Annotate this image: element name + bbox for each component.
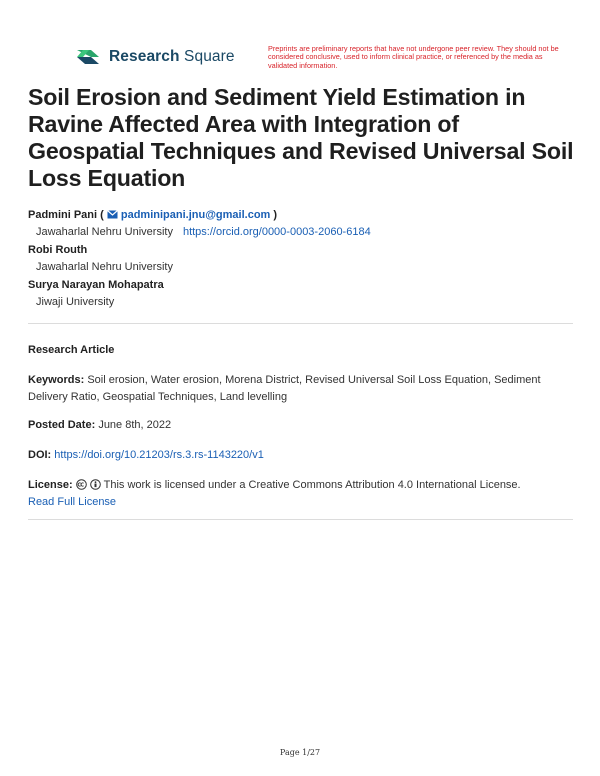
keywords-label: Keywords: (28, 374, 85, 386)
article-type: Research Article (28, 344, 115, 356)
author-entry (28, 276, 578, 311)
divider (28, 323, 573, 324)
posted-date-label: Posted Date: (28, 419, 96, 431)
mail-icon (107, 210, 118, 219)
read-full-license-link[interactable]: Read Full License (28, 496, 117, 508)
doi-link[interactable]: https://doi.org/10.21203/rs.3.rs-1143220/v1 (54, 449, 264, 461)
divider (28, 519, 573, 520)
keywords-section (28, 372, 573, 406)
license-section (28, 477, 573, 511)
author-entry (28, 241, 578, 276)
author-name: Robi Routh (28, 244, 88, 256)
doi-section (28, 447, 573, 464)
page-number: Page 1/27 (279, 748, 321, 757)
creative-commons-icon (76, 479, 87, 490)
keywords-text: Soil erosion, Water erosion, Morena District, Revised Universal Soil Loss Equation, Sediment Delivery Ratio, Geospatial Techniques, Land levelling (28, 374, 541, 403)
author-name: Surya Narayan Mohapatra (28, 279, 164, 291)
license-label: License: (28, 479, 73, 491)
research-square-logo-icon (75, 46, 101, 68)
author-entry (28, 206, 578, 241)
doi-label: DOI: (28, 449, 52, 461)
posted-date-value: June 8th, 2022 (98, 419, 172, 431)
paper-title: Soil Erosion and Sediment Yield Estimation in Ravine Affected Area with Integration of Geospatial Techniques and Revised Universal Soil Loss Equation (28, 84, 574, 191)
preprint-disclaimer: Preprints are preliminary reports that have not undergone peer review. They should not be considered conclusive, used to inform clinical practice, or referenced by the media as validated information. (268, 44, 559, 70)
author-list (28, 206, 578, 311)
author-affiliation: Jawaharlal Nehru University https://orcid.org/0000-0003-2060-6184 (36, 226, 371, 238)
author-name: Padmini Pani (28, 209, 98, 221)
author-affiliation: Jawaharlal Nehru University (36, 261, 173, 273)
author-affiliation: Jiwaji University (36, 296, 115, 308)
license-text: This work is licensed under a Creative Commons Attribution 4.0 International License. (103, 479, 521, 491)
author-email-link[interactable]: padminipani.jnu@gmail.com (120, 209, 271, 221)
research-square-logo[interactable] (75, 46, 235, 68)
attribution-icon (90, 479, 101, 490)
brand-name: Research Square (109, 48, 235, 65)
email-wrapper: ( padminipani.jnu@gmail.com ) (100, 209, 278, 221)
posted-date-section (28, 417, 573, 434)
orcid-link[interactable]: https://orcid.org/0000-0003-2060-6184 (182, 226, 371, 238)
